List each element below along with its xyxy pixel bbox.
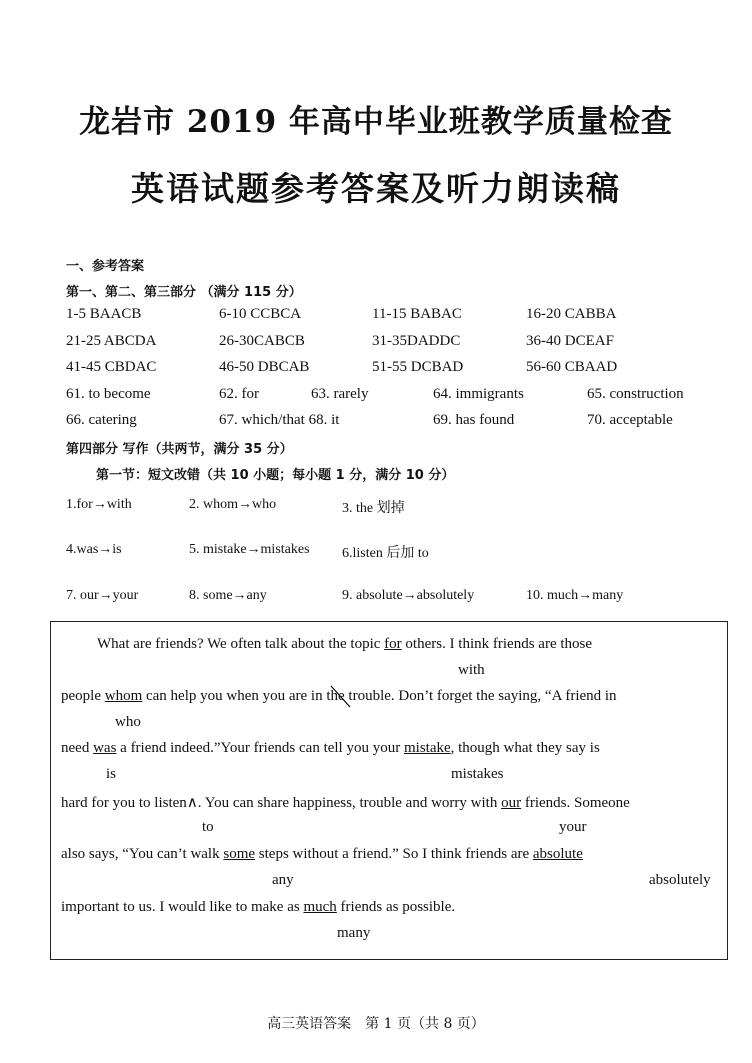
answer-cell: 21-25 ABCDA bbox=[66, 333, 157, 349]
correction-item: 10. much→many bbox=[526, 588, 624, 603]
part123-heading: 第一、第二、第三部分 （满分 115 分） bbox=[66, 285, 302, 300]
correction-mark: with bbox=[458, 662, 485, 678]
fill-answer: 65. construction bbox=[587, 386, 684, 402]
answer-cell: 31-35DADDC bbox=[372, 333, 461, 349]
correction-mark: any bbox=[272, 872, 294, 888]
correction-mark: mistakes bbox=[451, 766, 504, 782]
fill-answer: 61. to become bbox=[66, 386, 151, 402]
answer-cell: 51-55 DCBAD bbox=[372, 359, 464, 375]
correction-item: 3. the 划掉 bbox=[342, 501, 405, 516]
correction-item: 5. mistake→mistakes bbox=[189, 542, 310, 557]
correction-item: 2. whom→who bbox=[189, 497, 277, 512]
page-footer: 高三英语答案 第 1 页（共 8 页） bbox=[267, 1016, 485, 1032]
correction-mark: absolutely bbox=[649, 872, 711, 888]
strike-mark-icon bbox=[328, 684, 352, 710]
part4-heading: 第四部分 写作（共两节，满分 35 分） bbox=[66, 442, 293, 457]
correction-item: 4.was→is bbox=[66, 542, 122, 557]
fill-answer: 63. rarely bbox=[311, 386, 369, 402]
correction-mark: many bbox=[337, 925, 371, 941]
answer-cell: 6-10 CCBCA bbox=[219, 306, 302, 322]
deleted-word: the bbox=[326, 688, 344, 705]
passage-line: also says, “You can’t walk some steps without a friend.” So I think friends are absolute bbox=[61, 846, 583, 862]
fill-answer: 62. for bbox=[219, 386, 259, 402]
fill-answer: 70. acceptable bbox=[587, 412, 673, 428]
answer-cell: 46-50 DBCAB bbox=[219, 359, 310, 375]
corrected-passage-box bbox=[50, 621, 728, 960]
answer-cell: 16-20 CABBA bbox=[526, 306, 617, 322]
correction-item: 1.for→with bbox=[66, 497, 132, 512]
document-title: 龙岩市 2019 年高中毕业班教学质量检查 bbox=[79, 104, 673, 140]
part4-section1-heading: 第一节：短文改错（共 10 小题；每小题 1 分，满分 10 分） bbox=[96, 468, 455, 483]
answer-cell: 41-45 CBDAC bbox=[66, 359, 157, 375]
insert-caret-icon: ∧ bbox=[186, 795, 198, 811]
passage-line: people whom can help you when you are in the trouble. Don’t forget the saying, “A friend in bbox=[61, 688, 617, 705]
answer-cell: 36-40 DCEAF bbox=[526, 333, 614, 349]
correction-mark: to bbox=[202, 819, 214, 835]
correction-item: 8. some→any bbox=[189, 588, 267, 603]
document-subtitle: 英语试题参考答案及听力朗读稿 bbox=[131, 169, 621, 208]
correction-mark: who bbox=[115, 714, 141, 730]
fill-answer: 64. immigrants bbox=[433, 386, 524, 402]
fill-answer: 67. which/that 68. it bbox=[219, 412, 340, 428]
fill-answer: 66. catering bbox=[66, 412, 137, 428]
correction-mark: your bbox=[559, 819, 587, 835]
answer-cell: 26-30CABCB bbox=[219, 333, 305, 349]
correction-item: 9. absolute→absolutely bbox=[342, 588, 475, 603]
correction-mark: is bbox=[106, 766, 117, 782]
passage-line: hard for you to listen∧. You can share happiness, trouble and worry with our friends. Someone bbox=[61, 795, 630, 811]
correction-item: 6.listen 后加 to bbox=[342, 546, 429, 561]
answer-cell: 56-60 CBAAD bbox=[526, 359, 618, 375]
correction-item: 7. our→your bbox=[66, 588, 139, 603]
section-heading-answers: 一、参考答案 bbox=[66, 259, 145, 274]
answer-cell: 11-15 BABAC bbox=[372, 306, 462, 322]
passage-line: What are friends? We often talk about the topic for others. I think friends are those bbox=[97, 636, 593, 652]
passage-line: important to us. I would like to make as much friends as possible. bbox=[61, 899, 456, 915]
answer-cell: 1-5 BAACB bbox=[66, 306, 142, 322]
passage-line: need was a friend indeed.”Your friends can tell you your mistake, though what they say is bbox=[61, 740, 600, 756]
fill-answer: 69. has found bbox=[433, 412, 515, 428]
